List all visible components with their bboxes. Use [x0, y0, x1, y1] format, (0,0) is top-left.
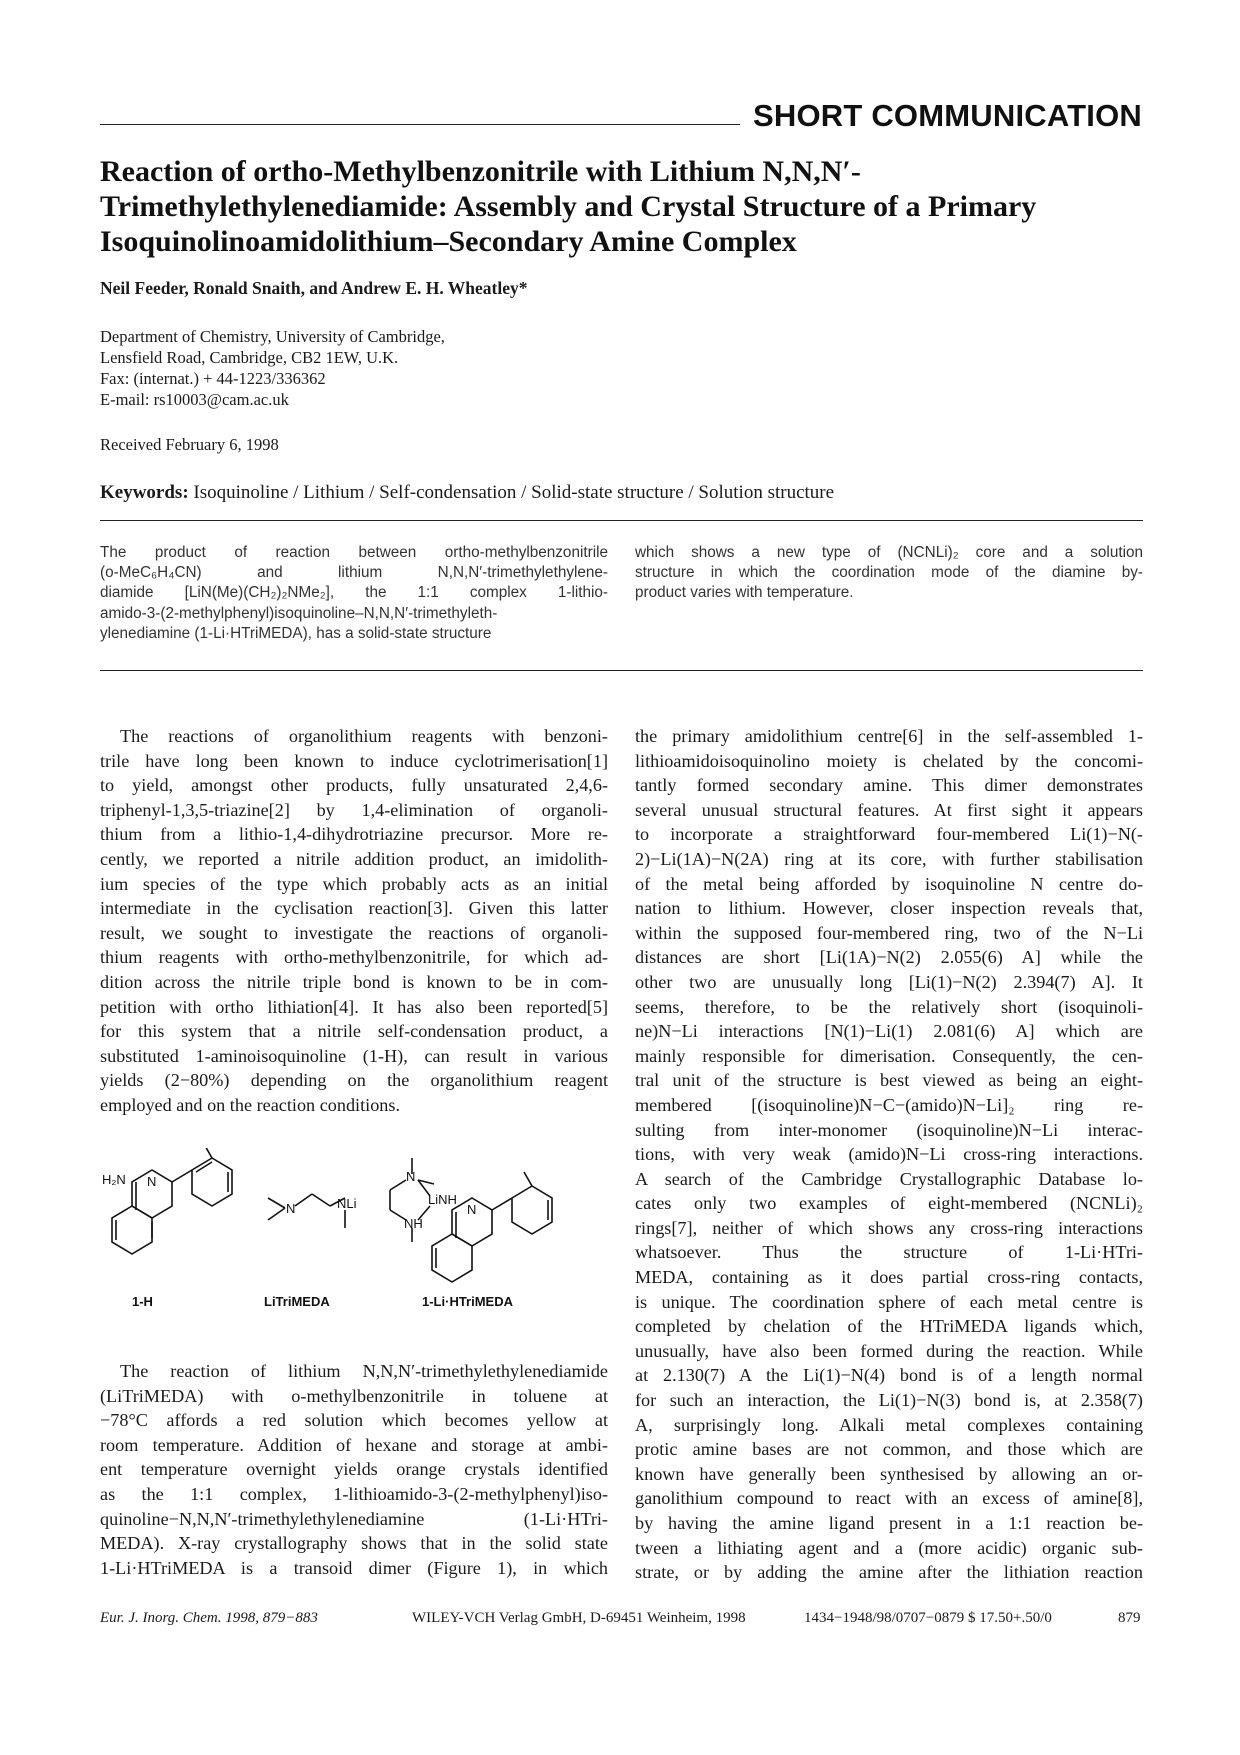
structure-litrimeda [268, 1194, 345, 1228]
abstract-line: structure in which the coordination mode of the diamine by- [635, 564, 1143, 582]
body-line: for such an interaction, the Li(1)−N(3) bond is, at 2.358(7) [635, 1390, 1143, 1411]
body-line: (LiTriMEDA) with o-methylbenzonitrile in toluene at [100, 1385, 608, 1406]
body-line: thium from a lithio-1,4-dihydrotriazine precursor. More re- [100, 824, 608, 845]
structure-1-H [112, 1148, 232, 1254]
affiliation-line: Fax: (internat.) + 44-1223/336362 [100, 369, 326, 388]
body-line: mainly responsible for dimerisation. Consequently, the cen- [635, 1045, 1143, 1066]
body-line: MEDA). X-ray crystallography shows that in the solid state [100, 1533, 608, 1554]
body-line: triphenyl-1,3,5-triazine[2] by 1,4-elimination of organoli- [100, 799, 608, 820]
body-line: quinoline−N,N,N′-trimethylethylenediamine (1-Li·HTri- [100, 1508, 608, 1529]
affiliation-email: E-mail: rs10003@cam.ac.uk [100, 390, 289, 409]
body-line: at 2.130(7) A the Li(1)−N(4) bond is of a length normal [635, 1365, 1143, 1386]
header-rule [100, 124, 740, 125]
abstract-line: ylenediamine (1-Li·HTriMEDA), has a solid-state structure [100, 624, 492, 642]
abstract-line: The product of reaction between ortho-methylbenzonitrile [100, 544, 608, 561]
body-line: petition with ortho lithiation[4]. It has also been reported[5] [100, 996, 608, 1017]
atom-label: N [406, 1169, 416, 1184]
body-line: The reaction of lithium N,N,N′-trimethylethylenediamide [120, 1361, 608, 1381]
title-line: Reaction of ortho-Methylbenzonitrile with Lithium N,N,N′- [100, 155, 861, 188]
abstract-line: diamide [LiN(Me)(CH₂)₂NMe₂], the 1:1 complex 1-lithio- [100, 584, 608, 602]
compound-label-1-h: 1-H [132, 1294, 153, 1309]
body-line: completed by chelation of the HTriMEDA ligands which, [635, 1316, 1143, 1337]
abstract-line: amido-3-(2-methylphenyl)isoquinoline–N,N,N′-trimethyleth- [100, 604, 498, 622]
body-line: result, we sought to investigate the reactions of organoli- [100, 922, 608, 943]
body-line: several unusual structural features. At first sight it appears [635, 799, 1143, 820]
atom-label: N [467, 1202, 477, 1217]
body-line: yields (2−80%) depending on the organolithium reagent [100, 1070, 608, 1091]
section-label: SHORT COMMUNICATION [753, 98, 1142, 133]
abstract-right [635, 543, 1143, 604]
footer-issn: 1434−1948/98/0707−0879 $ 17.50+.50/0 [804, 1610, 1052, 1626]
title-line: Trimethylethylenediamide: Assembly and Crystal Structure of a Primary [100, 190, 1037, 223]
atom-label: LiNH [428, 1192, 457, 1207]
body-line: thium reagents with ortho-methylbenzonitrile, for which ad- [100, 947, 608, 968]
body-line: whatsoever. Thus the structure of 1-Li·HTri- [635, 1242, 1143, 1263]
compound-label-1-li-htrimeda: 1-Li·HTriMEDA [422, 1294, 513, 1309]
body-right-column [635, 724, 1143, 1585]
abstract-line: product varies with temperature. [635, 584, 854, 602]
body-line: lithioamidoisoquinolino moiety is chelated by the concomi- [635, 750, 1143, 771]
atom-label: H₂N [102, 1172, 126, 1187]
body-line: to incorporate a straightforward four-membered Li(1)−N(- [635, 824, 1143, 845]
body-line: −78°C affords a red solution which becomes yellow at [100, 1410, 608, 1431]
chemical-scheme [100, 1148, 610, 1323]
authors: Neil Feeder, Ronald Snaith, and Andrew E. H. Wheatley* [100, 278, 528, 298]
abstract-left [100, 543, 608, 644]
section-header [100, 98, 1142, 138]
body-line: dition across the nitrile triple bond is known to be in com- [100, 971, 608, 992]
abstract-line: (o-MeC₆H₄CN) and lithium N,N,N′-trimethylethylene- [100, 564, 608, 582]
body-line: A search of the Cambridge Crystallographic Database lo- [635, 1168, 1143, 1189]
affiliation-line: Lensfield Road, Cambridge, CB2 1EW, U.K. [100, 348, 399, 367]
body-line: is unique. The coordination sphere of each metal centre is [635, 1291, 1143, 1312]
body-line: within the supposed four-membered ring, two of the N−Li [635, 922, 1143, 943]
body-line: tantly formed secondary amine. This dimer demonstrates [635, 775, 1143, 796]
keywords-rule [100, 520, 1143, 521]
body-line: ne)N−Li interactions [N(1)−Li(1) 2.081(6) A] which are [635, 1021, 1143, 1042]
article-title [100, 154, 1150, 259]
keywords [100, 482, 834, 504]
body-line: seems, therefore, to be the relatively short (isoquinoli- [635, 996, 1143, 1017]
body-line: A, surprisingly long. Alkali metal complexes containing [635, 1414, 1143, 1435]
body-line: protic amine bases are not common, and those which are [635, 1439, 1143, 1460]
body-line: substituted 1-aminoisoquinoline (1-H), can result in various [100, 1045, 608, 1066]
body-line: trile have long been known to induce cyclotrimerisation[1] [100, 750, 608, 771]
body-line: ganolithium compound to react with an excess of amine[8], [635, 1488, 1143, 1509]
atom-label: N [147, 1174, 157, 1189]
body-line: intermediate in the cyclisation reaction[3]. Given this latter [100, 898, 608, 919]
body-line: MEDA, containing as it does partial cross-ring contacts, [635, 1267, 1143, 1288]
compound-label-litrimeda: LiTriMEDA [264, 1294, 330, 1309]
body-left-paragraph-2 [100, 1359, 608, 1580]
body-line: as the 1:1 complex, 1-lithioamido-3-(2-methylphenyl)iso- [100, 1483, 608, 1504]
affiliation [100, 326, 445, 410]
body-line: to yield, amongst other products, fully unsaturated 2,4,6- [100, 775, 608, 796]
affiliation-line: Department of Chemistry, University of Cambridge, [100, 327, 445, 346]
body-line: unusually, have also been formed during the reaction. While [635, 1340, 1143, 1361]
body-line: ium species of the type which probably acts as an initial [100, 873, 608, 894]
body-line: for this system that a nitrile self-condensation product, a [100, 1021, 608, 1042]
keywords-label: Keywords: [100, 482, 189, 503]
body-line: employed and on the reaction conditions. [100, 1094, 401, 1115]
body-line: cently, we reported a nitrile addition product, an imidolith- [100, 848, 608, 869]
body-line: rings[7], neither of which shows any cross-ring interactions [635, 1217, 1143, 1238]
title-line: Isoquinolinoamidolithium–Secondary Amine Complex [100, 225, 797, 258]
footer-page-number: 879 [1118, 1610, 1141, 1626]
footer-journal: Eur. J. Inorg. Chem. 1998, 879−883 [100, 1610, 318, 1626]
body-line: sulting from inter-monomer (isoquinoline)N−Li interac- [635, 1119, 1143, 1140]
body-line: room temperature. Addition of hexane and storage at ambi- [100, 1434, 608, 1455]
body-line: tween a lithiating agent and a (more acidic) organic sub- [635, 1537, 1143, 1558]
abstract-line: which shows a new type of (NCNLi)₂ core and a solution [635, 544, 1143, 561]
body-line: other two are unusually long [Li(1)−N(2) 2.394(7) A]. It [635, 971, 1143, 992]
body-line: ent temperature overnight yields orange crystals identified [100, 1459, 608, 1480]
body-line: of the metal being afforded by isoquinoline N centre do- [635, 873, 1143, 894]
keywords-text: Isoquinoline / Lithium / Self-condensation / Solid-state structure / Solution structure [193, 482, 835, 503]
body-line: tions, with very weak (amido)N−Li cross-ring interactions. [635, 1144, 1143, 1165]
body-line: the primary amidolithium centre[6] in the self-assembled 1- [635, 726, 1143, 746]
atom-label: NLi [337, 1196, 357, 1211]
body-line: The reactions of organolithium reagents with benzoni- [120, 726, 608, 746]
body-line: by having the amine ligand present in a 1:1 reaction be- [635, 1513, 1143, 1533]
body-line: 1-Li·HTriMEDA is a transoid dimer (Figure 1), in which [100, 1557, 608, 1578]
body-line: membered [(isoquinoline)N−C−(amido)N−Li]₂ ring re- [635, 1094, 1143, 1115]
atom-label: N [286, 1201, 296, 1216]
body-line: distances are short [Li(1A)−N(2) 2.055(6) A] while the [635, 947, 1143, 968]
body-left-paragraph-1 [100, 724, 608, 1118]
received-date: Received February 6, 1998 [100, 435, 279, 454]
abstract-rule [100, 670, 1143, 671]
atom-label: NH [404, 1216, 423, 1231]
body-line: cates only two examples of eight-membered (NCNLi)₂ [635, 1193, 1143, 1214]
body-line: nation to lithium. However, closer inspection reveals that, [635, 898, 1143, 919]
footer-publisher: WILEY-VCH Verlag GmbH, D-69451 Weinheim, 1998 [412, 1610, 746, 1626]
body-line: known have generally been synthesised by allowing an or- [635, 1463, 1143, 1484]
body-line: tral unit of the structure is best viewed as being an eight- [635, 1070, 1143, 1091]
body-line: 2)−Li(1A)−N(2A) ring at its core, with further stabilisation [635, 848, 1143, 869]
body-line: strate, or by adding the amine after the lithiation reaction [635, 1562, 1143, 1583]
